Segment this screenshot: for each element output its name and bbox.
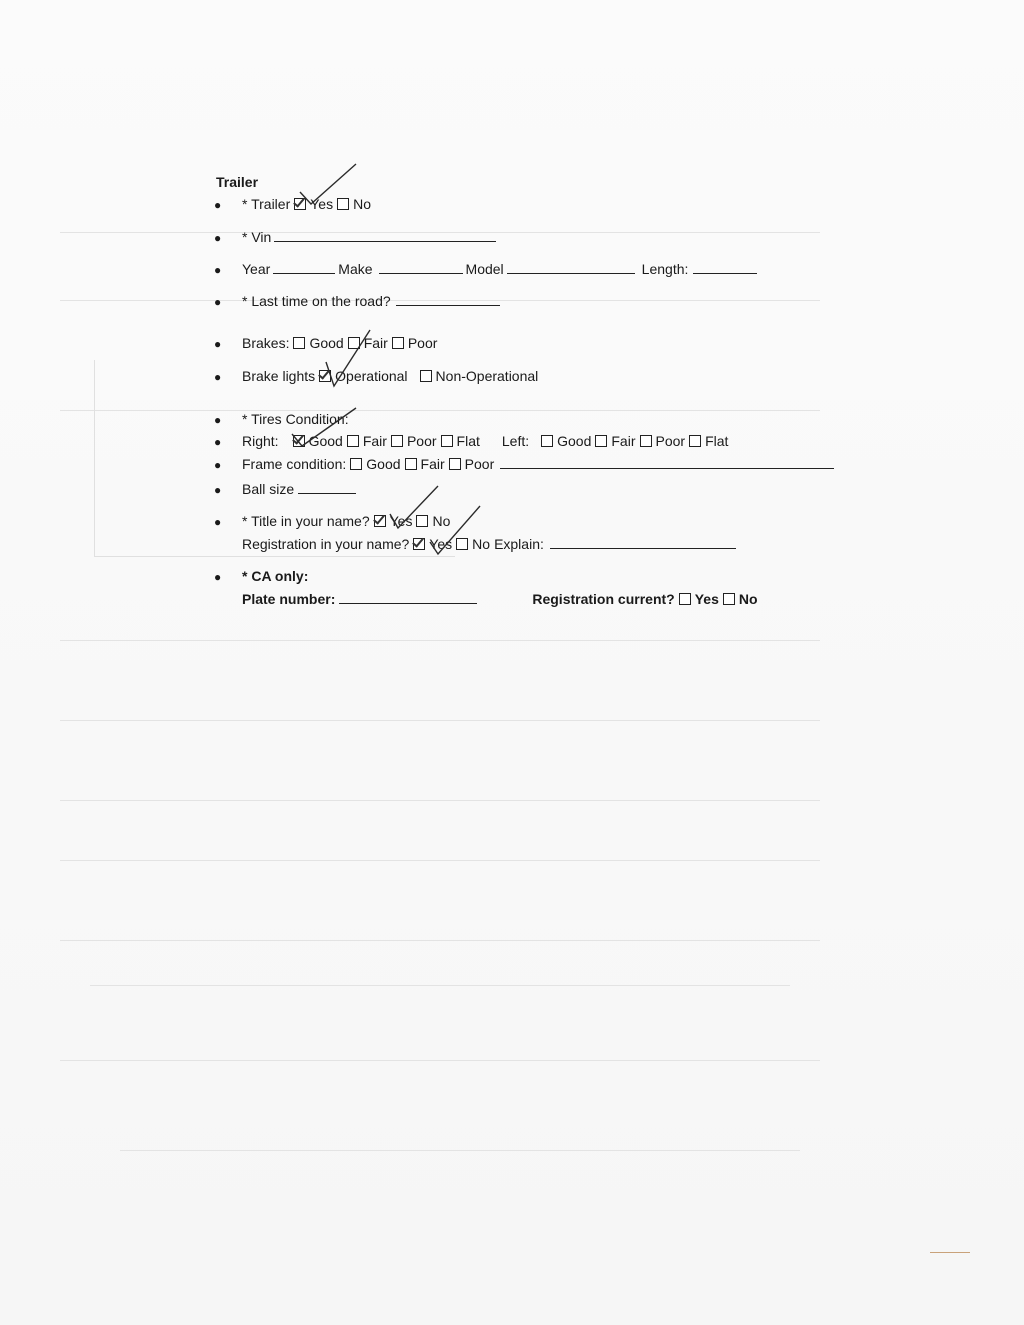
right-good-checkbox[interactable] <box>293 435 305 447</box>
frame-good-label: Good <box>366 456 401 472</box>
plate-field[interactable] <box>339 591 477 604</box>
frame-poor-label: Poor <box>464 456 495 472</box>
title-yes-checkbox[interactable] <box>374 515 386 527</box>
title-yes-label: Yes <box>389 513 413 529</box>
bullet: ● <box>214 458 222 472</box>
frame-fair-checkbox[interactable] <box>405 458 417 470</box>
bullet: ● <box>214 263 222 277</box>
registration-yes-checkbox[interactable] <box>413 538 425 550</box>
left-poor-label: Poor <box>655 433 686 449</box>
right-poor-label: Poor <box>406 433 437 449</box>
brakes-row <box>214 335 437 351</box>
registration-label: Registration in your name? <box>242 536 410 552</box>
brakes-label: Brakes: <box>242 335 290 351</box>
left-flat-checkbox[interactable] <box>689 435 701 447</box>
ball-size-field[interactable] <box>298 481 356 494</box>
registration-explain-label: Explain: <box>494 536 544 552</box>
title-no-checkbox[interactable] <box>416 515 428 527</box>
tires-row <box>214 411 349 427</box>
tires-right-left-row <box>214 433 728 449</box>
right-fair-label: Fair <box>362 433 387 449</box>
last-road-row <box>214 293 503 309</box>
bullet: ● <box>214 231 222 245</box>
right-label: Right: <box>242 433 279 449</box>
right-fair-checkbox[interactable] <box>347 435 359 447</box>
brakes-good-label: Good <box>309 335 344 351</box>
reg-current-no-label: No <box>738 591 758 607</box>
left-good-label: Good <box>557 433 592 449</box>
last-road-field[interactable] <box>396 293 500 306</box>
title-row <box>214 513 450 529</box>
section-title: Trailer <box>216 174 259 190</box>
title-no-label: No <box>432 513 451 529</box>
year-make-model-row <box>214 261 760 277</box>
right-good-label: Good <box>308 433 343 449</box>
frame-poor-checkbox[interactable] <box>449 458 461 470</box>
frame-label: Frame condition: <box>242 456 347 472</box>
brake-lights-operational-checkbox[interactable] <box>319 370 331 382</box>
plate-row <box>242 591 758 607</box>
ca-only-label: * CA only: <box>242 568 309 584</box>
right-flat-label: Flat <box>456 433 480 449</box>
registration-no-label: No <box>472 536 491 552</box>
vin-field[interactable] <box>274 229 496 242</box>
bullet: ● <box>214 370 222 384</box>
length-label: Length: <box>641 261 689 277</box>
reg-current-label: Registration current? <box>532 591 675 607</box>
right-flat-checkbox[interactable] <box>441 435 453 447</box>
vin-row <box>214 229 499 245</box>
bullet: ● <box>214 483 222 497</box>
brakes-fair-label: Fair <box>363 335 388 351</box>
trailer-no-label: No <box>353 196 371 212</box>
bullet: ● <box>214 295 222 309</box>
plate-label: Plate number: <box>242 591 336 607</box>
ball-size-label: Ball size <box>242 481 295 497</box>
brakes-poor-label: Poor <box>407 335 438 351</box>
tires-label: * Tires Condition: <box>242 411 349 427</box>
left-poor-checkbox[interactable] <box>640 435 652 447</box>
brake-lights-operational-label: Operational <box>335 368 408 384</box>
model-field[interactable] <box>507 261 635 274</box>
left-fair-label: Fair <box>611 433 636 449</box>
vin-label: * Vin <box>242 229 272 245</box>
frame-notes-field[interactable] <box>500 456 834 469</box>
frame-row <box>214 456 837 472</box>
year-label: Year <box>242 261 271 277</box>
brakes-fair-checkbox[interactable] <box>348 337 360 349</box>
bullet: ● <box>214 435 222 449</box>
ball-size-row <box>214 481 359 497</box>
brakes-good-checkbox[interactable] <box>293 337 305 349</box>
registration-row <box>242 536 739 552</box>
left-good-checkbox[interactable] <box>541 435 553 447</box>
last-road-label: * Last time on the road? <box>242 293 391 309</box>
trailer-yes-checkbox[interactable] <box>294 198 306 210</box>
year-field[interactable] <box>273 261 335 274</box>
trailer-yes-label: Yes <box>310 196 334 212</box>
make-field[interactable] <box>379 261 463 274</box>
frame-good-checkbox[interactable] <box>350 458 362 470</box>
registration-no-checkbox[interactable] <box>456 538 468 550</box>
registration-yes-label: Yes <box>429 536 453 552</box>
model-label: Model <box>465 261 504 277</box>
brake-lights-non-operational-checkbox[interactable] <box>420 370 432 382</box>
title-label: * Title in your name? <box>242 513 370 529</box>
reg-current-yes-label: Yes <box>694 591 719 607</box>
brake-lights-non-operational-label: Non-Operational <box>435 368 539 384</box>
ca-only-row <box>214 568 308 584</box>
brake-lights-label: Brake lights <box>242 368 316 384</box>
left-fair-checkbox[interactable] <box>595 435 607 447</box>
bullet: ● <box>214 570 222 584</box>
trailer-no-checkbox[interactable] <box>337 198 349 210</box>
bullet: ● <box>214 337 222 351</box>
bullet: ● <box>214 198 222 212</box>
trailer-label: * Trailer <box>242 196 291 212</box>
length-field[interactable] <box>693 261 757 274</box>
reg-current-no-checkbox[interactable] <box>723 593 735 605</box>
trailer-row <box>214 196 371 212</box>
left-flat-label: Flat <box>705 433 729 449</box>
bullet: ● <box>214 413 222 427</box>
brake-lights-row <box>214 368 538 384</box>
make-label: Make <box>338 261 373 277</box>
right-poor-checkbox[interactable] <box>391 435 403 447</box>
brakes-poor-checkbox[interactable] <box>392 337 404 349</box>
left-label: Left: <box>501 433 530 449</box>
registration-explain-field[interactable] <box>550 536 736 549</box>
bullet: ● <box>214 515 222 529</box>
reg-current-yes-checkbox[interactable] <box>679 593 691 605</box>
frame-fair-label: Fair <box>420 456 445 472</box>
